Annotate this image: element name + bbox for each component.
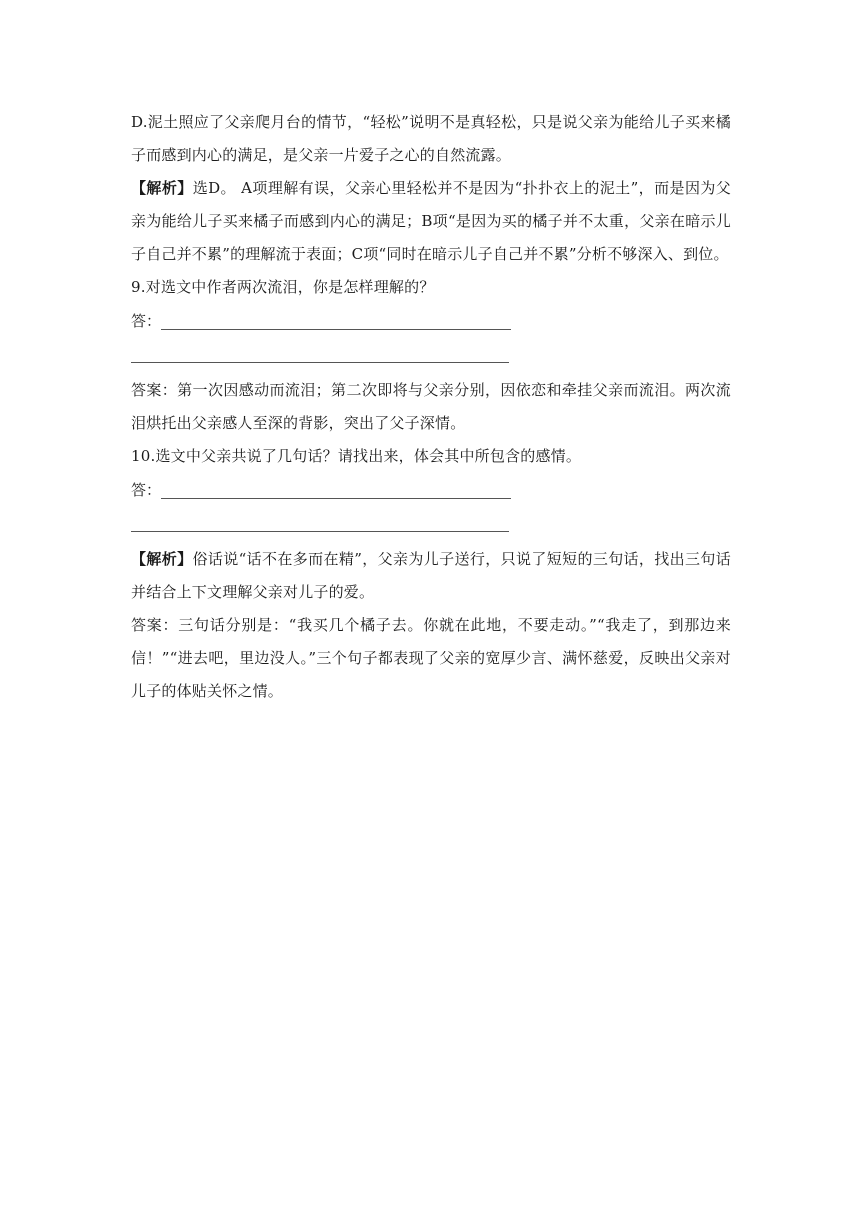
document-page — [131, 106, 731, 708]
answer-9: 答案：第一次因感动而流泪；第二次即将与父亲分别，因依恋和牵挂父亲而流泪。两次流泪烘托出父亲感人至深的背影，突出了父子深情。 — [131, 381, 731, 432]
analysis-text: 俗话说“话不在多而在精”，父亲为儿子送行，只说了短短的三句话，找出三句话并结合上下文理解父亲对儿子的爱。 — [131, 550, 731, 601]
answer-line-10a[interactable] — [131, 473, 731, 506]
answer-line-9a[interactable] — [131, 304, 731, 337]
question-9: 9.对选文中作者两次流泪，你是怎样理解的？ — [131, 278, 435, 296]
answer-line-10b[interactable] — [131, 506, 731, 539]
answer-blank-line[interactable] — [161, 315, 511, 330]
question-10: 10.选文中父亲共说了几句话？请找出来，体会其中所包含的感情。 — [131, 447, 582, 465]
answer-blank-line[interactable] — [161, 484, 511, 499]
analysis-paragraph-1 — [131, 172, 731, 271]
analysis-text: 选D。 A项理解有误，父亲心里轻松并不是因为“扑扑衣上的泥土”，而是因为父亲为能给儿子买来橘子而感到内心的满足；B项“是因为买的橘子并不太重，父亲在暗示儿子自己并不累”的理解流于表面；C项“同时在暗示儿子自己并不累”分析不够深入、到位。 — [131, 179, 731, 263]
analysis-tag: 【解析】 — [131, 179, 193, 197]
answer-10: 答案：三句话分别是：“我买几个橘子去。你就在此地，不要走动。”“我走了，到那边来信！”“进去吧，里边没人。”三个句子都表现了父亲的宽厚少言、满怀慈爱，反映出父亲对儿子的体贴关怀之情。 — [131, 616, 731, 700]
option-d-paragraph: D.泥土照应了父亲爬月台的情节，“轻松”说明不是真轻松，只是说父亲为能给儿子买来橘子而感到内心的满足，是父亲一片爱子之心的自然流露。 — [131, 113, 731, 164]
analysis-tag: 【解析】 — [131, 550, 193, 568]
analysis-paragraph-2 — [131, 543, 731, 609]
answer-line-9b[interactable] — [131, 337, 731, 370]
answer-blank-line[interactable] — [131, 517, 509, 532]
answer-prefix: 答： — [131, 312, 162, 330]
answer-blank-line[interactable] — [131, 348, 509, 363]
answer-prefix: 答： — [131, 481, 162, 499]
